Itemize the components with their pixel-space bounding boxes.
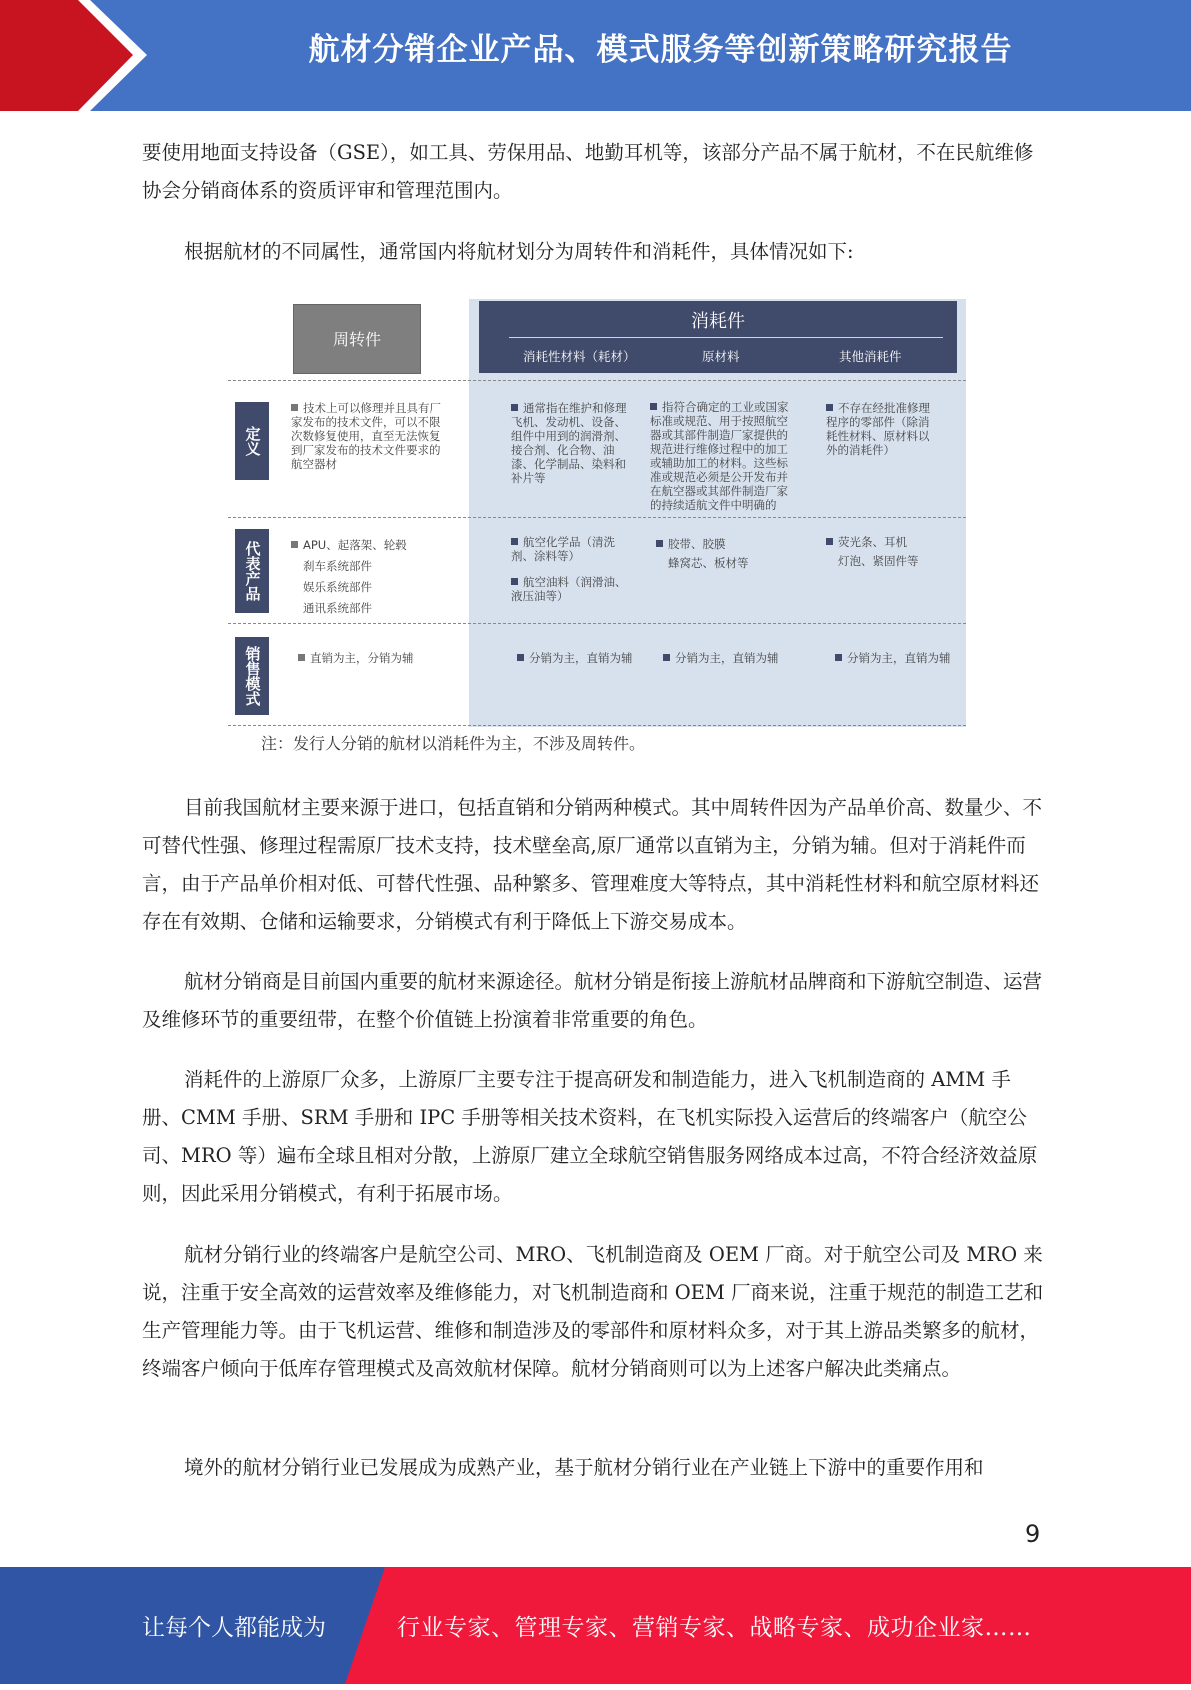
bullet-square-icon — [511, 578, 518, 585]
bullet-square-icon — [826, 538, 833, 545]
list-item: 娱乐系统部件 — [303, 580, 372, 594]
rotable-header: 周转件 — [293, 304, 421, 374]
bullet-square-icon — [663, 654, 670, 661]
paragraph-4: 航材分销商是目前国内重要的航材来源途径。航材分销是衔接上游航材品牌商和下游航空制造、运营及维修环节的重要纽带，在整个价值链上扮演着非常重要的角色。 — [142, 970, 1043, 1031]
paragraph-7: 境外的航材分销行业已发展成为成熟产业，基于航材分销行业在产业链上下游中的重要作用和 — [184, 1456, 984, 1479]
list-item: 胶带、胶膜 — [656, 535, 796, 554]
sales-raw-materials: 分销为主，直销为辅 — [663, 651, 793, 665]
bullet-square-icon — [511, 404, 518, 411]
row-label-sales — [235, 637, 269, 715]
row-divider — [228, 380, 966, 381]
bullet-square-icon — [511, 538, 518, 545]
row-label-text: 定义 — [243, 426, 262, 456]
row-label-text: 代表产品 — [243, 541, 262, 601]
list-item: 荧光条、耳机 — [826, 533, 956, 552]
bullet-square-icon — [656, 540, 663, 547]
definition-other-consumables: 不存在经批准修理程序的零部件（除消耗性材料、原材料以外的消耗件） — [826, 401, 930, 457]
row-divider — [228, 517, 966, 518]
bullet-square-icon — [826, 404, 833, 411]
bullet-square-icon — [835, 654, 842, 661]
page-footer — [0, 1567, 1191, 1684]
definition-consumable-materials: 通常指在维护和修理飞机、发动机、设备、组件中用到的润滑剂、接合剂、化合物、油漆、化学制品、染料和补片等 — [511, 401, 627, 485]
definition-raw-materials: 指符合确定的工业或国家标准或规范、用于按照航空器或其部件制造厂家提供的规范进行维修过程中的加工或辅助加工的材料。这些标准或规范必须是公开发布并在航空器或其部件制造厂家的持续适航文件中明确的 — [650, 400, 789, 512]
consumable-header — [479, 301, 957, 373]
row-label-definition — [235, 402, 269, 480]
list-item: 航空化学品（清洗剂、涂料等） — [511, 535, 615, 563]
consumable-title: 消耗件 — [691, 311, 745, 332]
report-title: 航材分销企业产品、模式服务等创新策略研究报告 — [308, 32, 1013, 68]
bullet-square-icon — [291, 541, 298, 548]
definition-rotable: 技术上可以修理并且具有厂家发布的技术文件，可以不限次数修复使用，直至无法恢复到厂家发布的技术文件要求的航空器材 — [291, 401, 441, 471]
paragraph-1: 要使用地面支持设备（GSE），如工具、劳保用品、地勤耳机等，该部分产品不属于航材，不在民航维修协会分销商体系的资质评审和管理范围内。 — [142, 141, 1034, 202]
header-arrow-decoration — [0, 0, 160, 111]
list-item: APU、起落架、轮毂 — [291, 535, 451, 556]
bullet-square-icon — [650, 403, 657, 410]
products-raw-materials — [656, 535, 796, 573]
sales-other-consumables: 分销为主，直销为辅 — [835, 651, 965, 665]
row-label-text: 销售模式 — [243, 646, 262, 706]
paragraph-3: 目前我国航材主要来源于进口，包括直销和分销两种模式。其中周转件因为产品单价高、数量少、不可替代性强、修理过程需原厂技术支持，技术壁垒高,原厂通常以直销为主，分销为辅。但对于消耗件而言，由于产品单价相对低、可替代性强、品种繁多、管理难度大等特点，其中消耗性材料和航空原材料还存在有效期、仓储和运输要求，分销模式有利于降低上下游交易成本。 — [142, 796, 1043, 933]
table-note: 注：发行人分销的航材以消耗件为主，不涉及周转件。 — [261, 734, 646, 753]
row-label-products — [235, 529, 269, 613]
paragraph-5: 消耗件的上游原厂众多，上游原厂主要专注于提高研发和制造能力，进入飞机制造商的 AMM 手册、CMM 手册、SRM 手册和 IPC 手册等相关技术资料，在飞机实际投入运营后的终端客户（航空公司、MRO 等）遍布全球且相对分散，上游原厂建立全球航空销售服务网络成本过高，不符合经济效益原则，因此采用分销模式，有利于拓展市场。 — [142, 1068, 1038, 1205]
list-item: 航空油料（润滑油、液压油等） — [511, 575, 627, 603]
paragraph-6: 航材分销行业的终端客户是航空公司、MRO、飞机制造商及 OEM 厂商。对于航空公司及 MRO 来说，注重于安全高效的运营效率及维修能力，对飞机制造商和 OEM 厂商来说，注重于规范的制造工艺和生产管理能力等。由于飞机运营、维修和制造涉及的零部件和原材料众多，对于其上游品类繁多的航材，终端客户倾向于低库存管理模式及高效航材保障。航材分销商则可以为上述客户解决此类痛点。 — [142, 1243, 1044, 1380]
products-rotable — [291, 535, 451, 619]
bullet-square-icon — [517, 654, 524, 661]
subheader-consumable-materials: 消耗性材料（耗材） — [523, 349, 636, 364]
page-number: 9 — [1025, 1520, 1041, 1548]
list-item: 通讯系统部件 — [303, 601, 372, 615]
sales-consumable-materials: 分销为主，直销为辅 — [517, 651, 647, 665]
products-other-consumables — [826, 533, 956, 571]
bullet-square-icon — [298, 654, 305, 661]
subheader-raw-materials: 原材料 — [702, 349, 740, 364]
row-divider — [228, 623, 966, 624]
header-divider — [509, 337, 943, 338]
bullet-square-icon — [291, 404, 298, 411]
sales-rotable: 直销为主，分销为辅 — [298, 651, 458, 665]
footer-slogan-right: 行业专家、管理专家、营销专家、战略专家、成功企业家…… — [397, 1615, 1032, 1641]
footer-slogan-left: 让每个人都能成为 — [142, 1615, 326, 1641]
list-item: 蜂窝芯、板材等 — [668, 556, 749, 570]
subheader-other-consumables: 其他消耗件 — [839, 349, 902, 364]
row-divider — [228, 725, 966, 726]
paragraph-2: 根据航材的不同属性，通常国内将航材划分为周转件和消耗件，具体情况如下: — [184, 240, 854, 263]
list-item: 刹车系统部件 — [303, 559, 372, 573]
products-consumable-materials — [511, 535, 631, 603]
list-item: 灯泡、紧固件等 — [838, 554, 919, 568]
page-header — [0, 0, 1191, 111]
aviation-material-classification-table — [228, 299, 966, 753]
